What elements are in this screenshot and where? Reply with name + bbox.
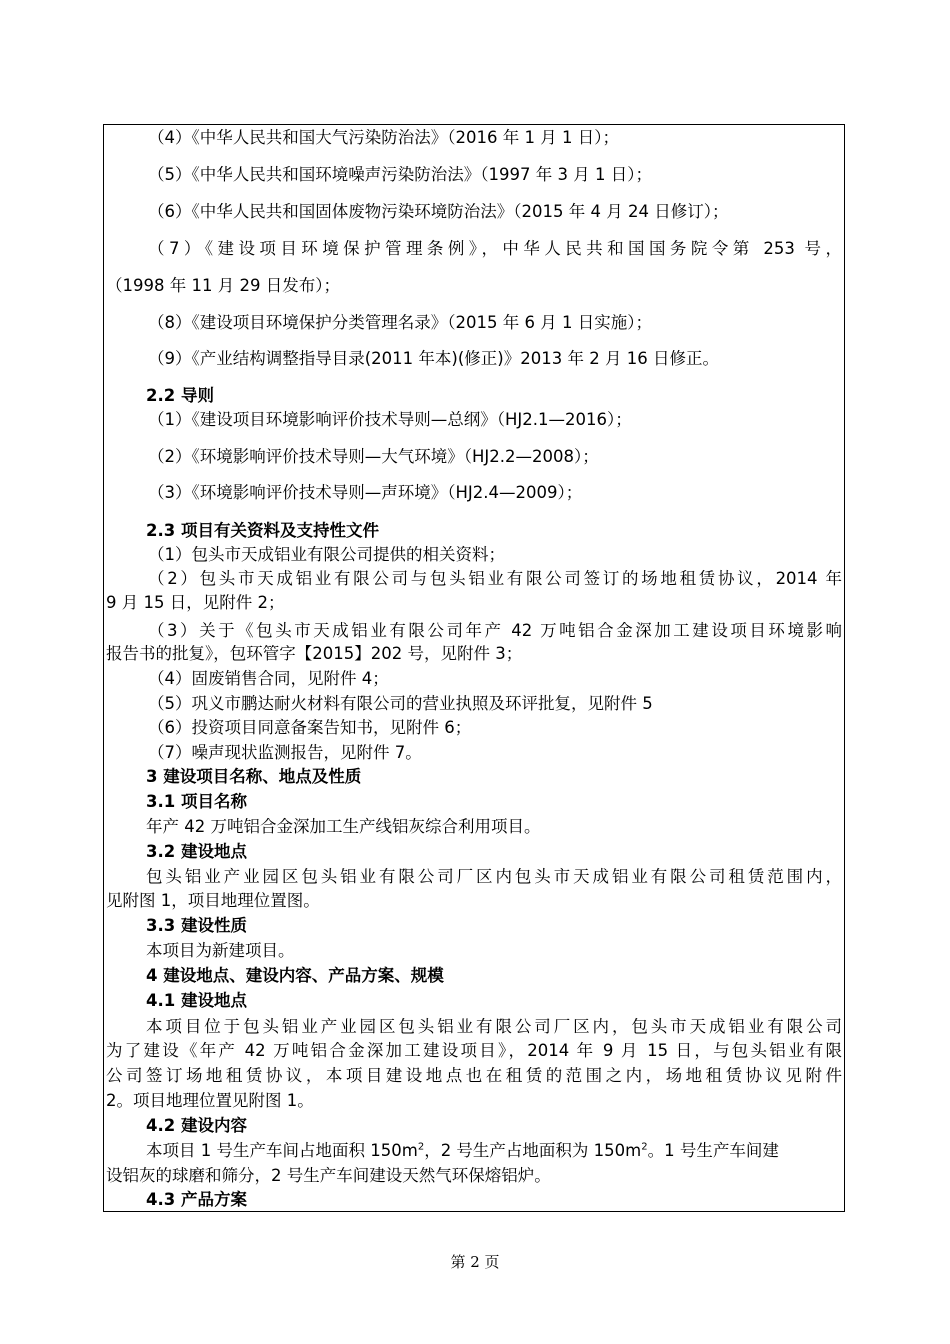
- document-item-2-line2: 9 月 15 日，见附件 2；: [106, 593, 285, 612]
- guideline-item-2: （2）《环境影响评价技术导则—大气环境》（HJ2.2—2008）；: [148, 447, 599, 466]
- site-text-line1: 包头铝业产业园区包头铝业有限公司厂区内包头市天成铝业有限公司租赁范围内，: [146, 867, 842, 886]
- law-item-7-line1: （7）《建设项目环境保护管理条例》，中华人民共和国国务院令第 253 号，: [148, 239, 842, 258]
- content-text-part3: 。1 号生产车间建: [647, 1141, 779, 1160]
- section-heading-2-2: 2.2 导则: [146, 386, 214, 405]
- page-number: 第 2 页: [450, 1253, 500, 1271]
- content-text-line1: [104, 1140, 779, 1162]
- content-text-part1: 本项目 1 号生产车间占地面积 150m: [146, 1141, 418, 1160]
- section-heading-4-1: 4.1 建设地点: [146, 991, 247, 1010]
- law-item-5: （5）《中华人民共和国环境噪声污染防治法》（1997 年 3 月 1 日）；: [148, 165, 652, 184]
- site-text-line2: 见附图 1，项目地理位置图。: [106, 891, 320, 910]
- superscript-2: 2: [417, 1141, 425, 1153]
- document-item-2-line1: （2）包头市天成铝业有限公司与包头铝业有限公司签订的场地租赁协议，2014 年: [148, 569, 842, 588]
- document-item-1: （1）包头市天成铝业有限公司提供的相关资料；: [148, 545, 505, 564]
- law-item-9: （9）《产业结构调整指导目录(2011 年本)(修正)》2013 年 2 月 16 日修正。: [148, 349, 719, 368]
- section-heading-3-3: 3.3 建设性质: [146, 916, 247, 935]
- superscript-2b: 2: [641, 1141, 648, 1153]
- law-item-7-line2: （1998 年 11 月 29 日发布）；: [106, 276, 340, 295]
- location-text-line3: 公司签订场地租赁协议，本项目建设地点也在租赁的范围之内，场地租赁协议见附件: [106, 1066, 842, 1085]
- section-heading-3-1: 3.1 项目名称: [146, 792, 247, 811]
- law-item-6: （6）《中华人民共和国固体废物污染环境防治法》（2015 年 4 月 24 日修订）；: [148, 202, 729, 221]
- section-heading-3: 3 建设项目名称、地点及性质: [146, 767, 362, 786]
- project-name-text: 年产 42 万吨铝合金深加工生产线铝灰综合利用项目。: [146, 817, 541, 836]
- document-item-4: （4）固废销售合同，见附件 4；: [148, 669, 389, 688]
- content-text-line2: 设铝灰的球磨和筛分，2 号生产车间建设天然气环保熔铝炉。: [106, 1166, 551, 1185]
- section-heading-2-3: 2.3 项目有关资料及支持性文件: [146, 521, 379, 540]
- nature-text: 本项目为新建项目。: [146, 941, 295, 960]
- document-item-3-line2: 报告书的批复》，包环管字【2015】202 号，见附件 3；: [106, 644, 523, 663]
- section-heading-4: 4 建设地点、建设内容、产品方案、规模: [146, 966, 444, 985]
- section-heading-3-2: 3.2 建设地点: [146, 842, 247, 861]
- location-text-line2: 为了建设《年产 42 万吨铝合金深加工建设项目》，2014 年 9 月 15 日，与包头铝业有限: [106, 1041, 842, 1060]
- guideline-item-1: （1）《建设项目环境影响评价技术导则—总纲》（HJ2.1—2016）；: [148, 410, 632, 429]
- location-text-line4: 2。项目地理位置见附图 1。: [106, 1091, 314, 1110]
- section-heading-4-2: 4.2 建设内容: [146, 1116, 247, 1135]
- guideline-item-3: （3）《环境影响评价技术导则—声环境》（HJ2.4—2009）；: [148, 483, 583, 502]
- document-item-5: （5）巩义市鹏达耐火材料有限公司的营业执照及环评批复，见附件 5: [148, 694, 653, 713]
- location-text-line1: 本项目位于包头铝业产业园区包头铝业有限公司厂区内，包头市天成铝业有限公司: [146, 1017, 842, 1036]
- document-item-6: （6）投资项目同意备案告知书，见附件 6；: [148, 718, 472, 737]
- section-heading-4-3: 4.3 产品方案: [146, 1190, 247, 1209]
- law-item-8: （8）《建设项目环境保护分类管理名录》（2015 年 6 月 1 日实施）；: [148, 313, 652, 332]
- law-item-4: （4）《中华人民共和国大气污染防治法》（2016 年 1 月 1 日）；: [148, 128, 619, 147]
- document-item-7: （7）噪声现状监测报告，见附件 7。: [148, 743, 422, 762]
- document-item-3-line1: （3）关于《包头市天成铝业有限公司年产 42 万吨铝合金深加工建设项目环境影响: [148, 621, 842, 640]
- content-text-part2: ，2 号生产占地面积为 150m: [424, 1141, 642, 1160]
- document-frame: [103, 124, 845, 1212]
